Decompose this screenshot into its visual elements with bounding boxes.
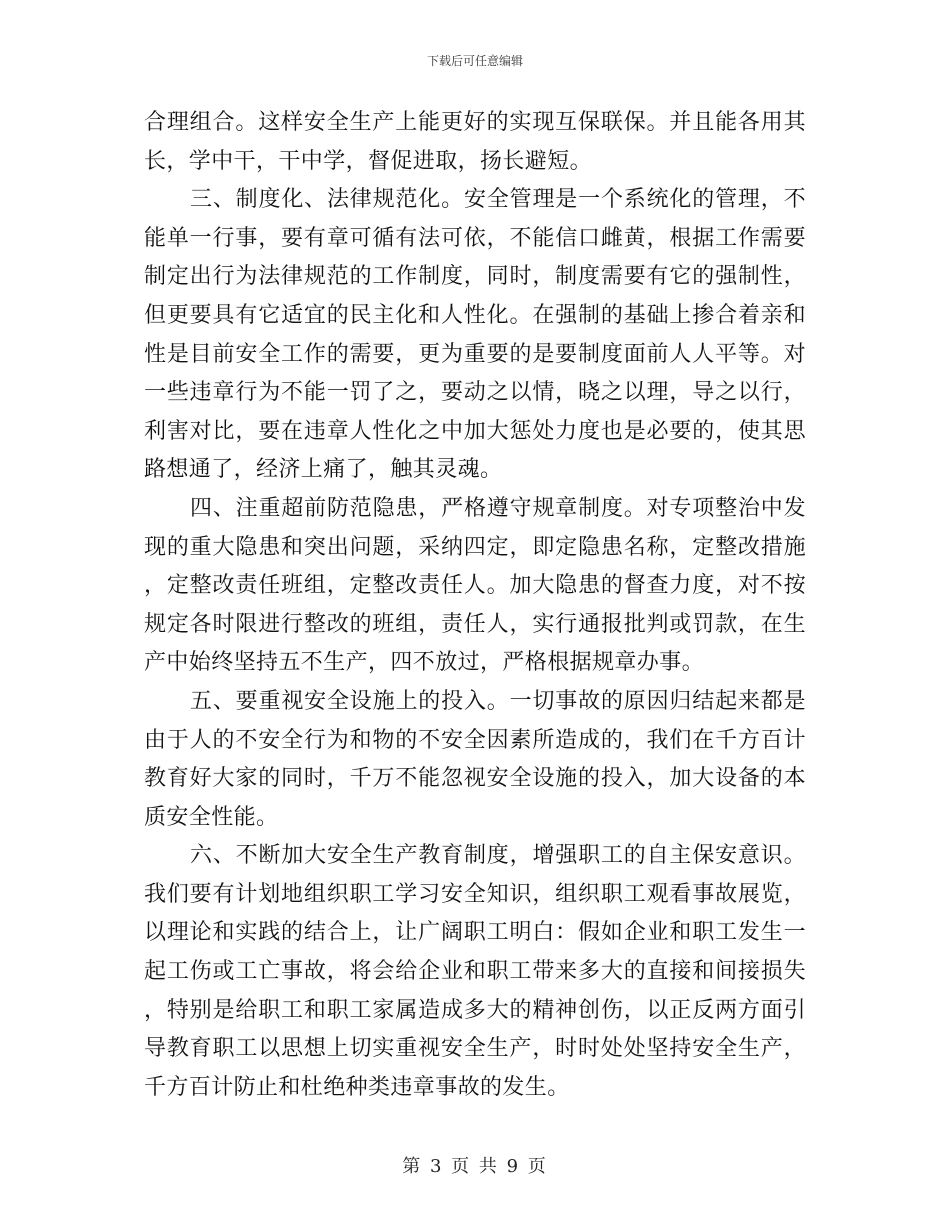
paragraph-3: 四、注重超前防范隐患，严格遵守规章制度。对专项整治中发现的重大隐患和突出问题，采纳四定，即定隐患名称，定整改措施，定整改责任班组，定整改责任人。加大隐患的督查力度，对不按规定各时限进行整改的班组，责任人，实行通报批判或罚款，在生产中始终坚持五不生产，四不放过，严格根据规章办事。	[144, 495, 806, 676]
paragraph-4: 五、要重视安全设施上的投入。一切事故的原因归结起来都是由于人的不安全行为和物的不安全因素所造成的，我们在千方百计教育好大家的同时，千万不能忽视安全设施的投入，加大设备的本质安全性能。	[144, 688, 806, 830]
page-header-note: 下载后可任意编辑	[426, 54, 523, 68]
page-number-footer: 第 3 页 共 9 页	[402, 1156, 548, 1177]
paragraph-1: 合理组合。这样安全生产上能更好的实现互保联保。并且能各用其长，学中干，干中学，督促进取，扬长避短。	[144, 110, 806, 174]
paragraph-2: 三、制度化、法律规范化。安全管理是一个系统化的管理，不能单一行事，要有章可循有法可依，不能信口雌黄，根据工作需要制定出行为法律规范的工作制度，同时，制度需要有它的强制性，但更要具有它适宜的民主化和人性化。在强制的基础上掺合着亲和性是目前安全工作的需要，更为重要的是要制度面前人人平等。对一些违章行为不能一罚了之，要动之以情，晓之以理，导之以行，利害对比，要在违章人性化之中加大惩处力度也是必要的，使其思路想通了，经济上痛了，触其灵魂。	[144, 187, 806, 483]
document-body	[144, 104, 806, 1107]
paragraph-5: 六、不断加大安全生产教育制度，增强职工的自主保安意识。我们要有计划地组织职工学习安全知识，组织职工观看事故展览，以理论和实践的结合上，让广阔职工明白：假如企业和职工发生一起工伤或工亡事故，将会给企业和职工带来多大的直接和间接损失，特别是给职工和职工家属造成多大的精神创伤，以正反两方面引导教育职工以思想上切实重视安全生产，时时处处坚持安全生产，千方百计防止和杜绝种类违章事故的发生。	[144, 843, 806, 1100]
